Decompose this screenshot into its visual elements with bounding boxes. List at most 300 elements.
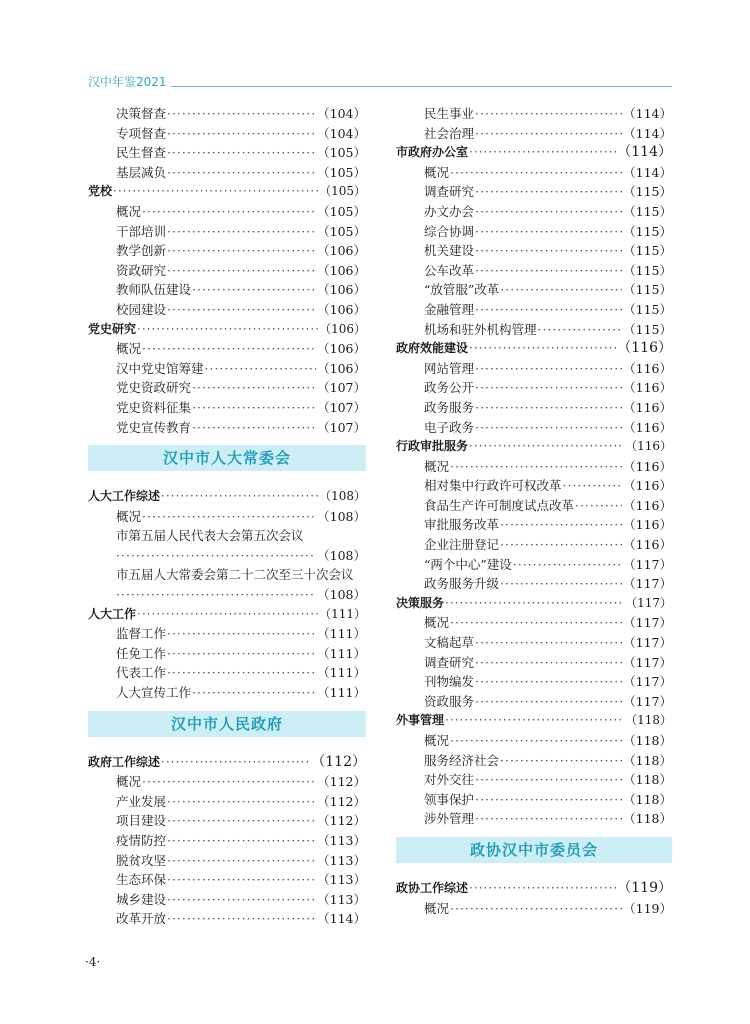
leader-dots xyxy=(538,320,623,340)
toc-page-number: （115） xyxy=(623,243,672,259)
toc-entry[interactable] xyxy=(396,300,672,320)
toc-entry-label: 疫情防控 xyxy=(116,833,167,848)
toc-entry-label: 概况 xyxy=(424,164,450,180)
toc-page-number: （117） xyxy=(623,674,672,690)
toc-page-number: （111） xyxy=(319,606,366,621)
leader-dots xyxy=(475,124,622,144)
section-banner: 政协汉中市委员会 xyxy=(396,837,672,863)
toc-entry[interactable] xyxy=(396,790,672,810)
toc-entry[interactable] xyxy=(88,300,366,320)
toc-entry[interactable] xyxy=(396,163,672,183)
toc-entry[interactable] xyxy=(396,378,672,398)
toc-entry-label: 党校 xyxy=(88,184,113,199)
toc-entry[interactable] xyxy=(396,515,672,535)
toc-entry-label: 文稿起草 xyxy=(424,635,475,651)
toc-entry[interactable] xyxy=(396,241,672,261)
leader-dots xyxy=(161,487,318,507)
toc-entry-label: 资政服务 xyxy=(424,693,475,709)
toc-page-number: （105） xyxy=(317,223,366,239)
leader-dots xyxy=(167,831,316,851)
toc-entry[interactable] xyxy=(396,280,672,300)
leader-dots xyxy=(475,378,622,398)
toc-entry[interactable] xyxy=(396,535,672,555)
toc-entry-label: 概况 xyxy=(424,458,450,474)
toc-page-number: （111） xyxy=(317,626,366,642)
leader-dots xyxy=(475,653,622,673)
leader-dots xyxy=(167,644,316,664)
toc-entry-label: 机场和驻外机构管理 xyxy=(424,321,537,337)
toc-entry[interactable] xyxy=(396,770,672,790)
toc-page-number: （115） xyxy=(623,184,672,200)
toc-page-number: （117） xyxy=(623,693,672,709)
toc-entry[interactable] xyxy=(88,526,366,565)
leader-dots xyxy=(167,870,316,890)
toc-entry-label: 城乡建设 xyxy=(116,891,167,907)
toc-heading-entry[interactable] xyxy=(88,487,366,507)
leader-dots xyxy=(475,241,622,261)
toc-entry-label: 监督工作 xyxy=(116,626,167,642)
toc-entry[interactable] xyxy=(88,772,366,792)
toc-entry-label: 政务公开 xyxy=(424,380,475,396)
toc-entry-label: 市第五届人民代表大会第五次会议 xyxy=(116,528,304,544)
toc-entry-label: 外事管理 xyxy=(396,713,445,728)
toc-page-number: （107） xyxy=(317,419,366,435)
toc-entry-label: 概况 xyxy=(116,341,142,357)
toc-page-number: （112） xyxy=(317,774,366,790)
toc-page-number: （116） xyxy=(623,478,672,494)
leader-dots xyxy=(469,437,624,457)
leader-dots xyxy=(475,202,622,222)
toc-entry-label: 政府工作综述 xyxy=(88,754,161,769)
toc-entry-label: 概况 xyxy=(116,774,142,790)
toc-page-number: （112） xyxy=(311,753,366,770)
leader-dots xyxy=(500,535,622,555)
toc-page-number: （117） xyxy=(625,595,672,610)
toc-entry-label: 办文办会 xyxy=(424,203,475,219)
toc-page-number: （116） xyxy=(623,497,672,513)
toc-entry[interactable] xyxy=(88,280,366,300)
toc-entry[interactable] xyxy=(396,574,672,594)
toc-entry-label: 产业发展 xyxy=(116,793,167,809)
toc-entry[interactable] xyxy=(88,339,366,359)
toc-entry[interactable] xyxy=(88,811,366,831)
toc-entry-label: 政府效能建设 xyxy=(396,341,469,356)
leader-dots xyxy=(167,890,316,910)
toc-page-number: （117） xyxy=(623,654,672,670)
leader-dots xyxy=(475,672,622,692)
leader-dots xyxy=(192,280,316,300)
toc-entry-label: 概况 xyxy=(424,615,450,631)
toc-entry-label: 公车改革 xyxy=(424,262,475,278)
toc-page-number: （105） xyxy=(319,184,366,199)
leader-dots xyxy=(116,546,316,566)
toc-entry-label: 概况 xyxy=(116,508,142,524)
toc-entry[interactable] xyxy=(396,692,672,712)
toc-entry-label: 涉外管理 xyxy=(424,811,475,827)
toc-entry[interactable] xyxy=(88,507,366,527)
toc-page-number: （106） xyxy=(317,301,366,317)
leader-dots xyxy=(475,418,622,438)
toc-page-number: （116） xyxy=(623,537,672,553)
toc-page-number: （114） xyxy=(623,106,672,121)
leader-dots xyxy=(500,280,622,300)
toc-entry-label: 社会治理 xyxy=(424,125,475,141)
leader-dots xyxy=(469,143,616,163)
toc-heading-entry[interactable] xyxy=(396,339,672,359)
toc-entry[interactable] xyxy=(396,398,672,418)
toc-entry-label: 教学创新 xyxy=(116,243,167,259)
toc-page-number: （116） xyxy=(623,399,672,415)
toc-entry-label: 政务服务 xyxy=(424,399,475,415)
toc-entry-label: 人大宣传工作 xyxy=(116,685,192,701)
leader-dots xyxy=(475,692,622,712)
toc-page-number: （113） xyxy=(317,833,366,848)
toc-page-number: （114） xyxy=(317,911,366,927)
running-header xyxy=(88,75,672,89)
toc-entry-label: 资政研究 xyxy=(116,262,167,278)
toc-entry-label: 专项督查 xyxy=(116,125,167,141)
leader-dots xyxy=(450,731,622,751)
toc-entry-label: 审批服务改革 xyxy=(424,517,500,533)
toc-entry-label: 概况 xyxy=(116,203,142,219)
toc-entry-label: 汉中党史馆筹建 xyxy=(116,360,204,376)
toc-entry-label: 生态环保 xyxy=(116,872,167,888)
toc-entry-label: 项目建设 xyxy=(116,813,167,829)
leader-dots xyxy=(475,809,622,829)
toc-entry[interactable] xyxy=(396,457,672,477)
toc-page-number: （112） xyxy=(317,793,366,809)
toc-page-number: （108） xyxy=(317,508,366,524)
leader-dots xyxy=(475,261,622,281)
leader-dots xyxy=(167,300,316,320)
toc-page-number: （116） xyxy=(623,419,672,435)
toc-entry[interactable] xyxy=(88,831,366,851)
leader-dots xyxy=(475,300,622,320)
toc-entry[interactable] xyxy=(396,633,672,653)
toc-entry-label: 改革开放 xyxy=(116,911,167,927)
leader-dots xyxy=(500,515,622,535)
toc-entry-label: 概况 xyxy=(424,733,450,748)
toc-page-number: （118） xyxy=(625,713,672,728)
toc-entry[interactable] xyxy=(396,359,672,379)
toc-entry[interactable] xyxy=(88,792,366,812)
toc-page-number: （117） xyxy=(623,576,672,592)
toc-page-number: （114） xyxy=(623,164,672,180)
leader-dots xyxy=(142,507,316,527)
leader-dots xyxy=(475,398,622,418)
leader-dots xyxy=(192,418,316,438)
leader-dots xyxy=(167,624,316,644)
toc-page-number: （118） xyxy=(623,811,672,827)
leader-dots xyxy=(475,104,622,124)
toc-entry[interactable] xyxy=(396,672,672,692)
toc-heading-entry[interactable] xyxy=(88,753,366,773)
leader-dots xyxy=(500,751,622,771)
toc-page-number: （119） xyxy=(617,879,672,896)
toc-entry[interactable] xyxy=(396,124,672,144)
toc-heading-entry[interactable] xyxy=(88,182,366,202)
toc-page-number: （116） xyxy=(623,360,672,376)
leader-dots xyxy=(167,124,316,144)
toc-page-number: （111） xyxy=(317,645,366,661)
leader-dots xyxy=(475,359,622,379)
leader-dots xyxy=(475,770,622,790)
toc-entry-label: 相对集中行政许可权改革 xyxy=(424,478,562,494)
toc-entry-label: 决策督查 xyxy=(116,106,167,121)
toc-entry[interactable] xyxy=(396,320,672,340)
toc-entry-label: 机关建设 xyxy=(424,243,475,259)
leader-dots xyxy=(475,790,622,810)
toc-entry[interactable] xyxy=(396,555,672,575)
toc-page-number: （106） xyxy=(317,341,366,357)
toc-page-number: （113） xyxy=(317,891,366,907)
toc-page-number: （118） xyxy=(623,733,672,748)
toc-entry-label: 人大工作综述 xyxy=(88,489,161,504)
toc-entry-label: 政务服务升级 xyxy=(424,576,500,592)
leader-dots xyxy=(192,378,316,398)
toc-page-number: （113） xyxy=(317,872,366,888)
toc-entry-label: 食品生产许可制度试点改革 xyxy=(424,497,575,513)
toc-entry[interactable] xyxy=(88,644,366,664)
leader-dots xyxy=(192,683,316,703)
toc-entry[interactable] xyxy=(396,496,672,516)
toc-page-number: （111） xyxy=(317,665,366,681)
toc-entry[interactable] xyxy=(88,359,366,379)
toc-entry-label: 企业注册登记 xyxy=(424,537,500,553)
toc-entry-label: 调查研究 xyxy=(424,184,475,200)
leader-dots xyxy=(469,879,616,899)
toc-entry-label: 基层减负 xyxy=(116,164,167,180)
toc-entry-label: 脱贫攻坚 xyxy=(116,852,167,868)
toc-entry-label: 校园建设 xyxy=(116,301,167,317)
toc-entry-label: 任免工作 xyxy=(116,645,167,661)
toc-heading-entry[interactable] xyxy=(88,605,366,625)
leader-dots xyxy=(205,359,317,379)
toc-page-number: （115） xyxy=(623,262,672,278)
toc-entry[interactable] xyxy=(88,143,366,163)
leader-dots xyxy=(167,163,316,183)
toc-entry[interactable] xyxy=(88,851,366,871)
toc-heading-entry[interactable] xyxy=(396,437,672,457)
leader-dots xyxy=(167,104,316,124)
toc-page-number: （106） xyxy=(319,321,366,336)
toc-page-number: （108） xyxy=(317,547,366,563)
toc-entry[interactable] xyxy=(396,104,672,124)
toc-entry-label: 概况 xyxy=(424,900,450,916)
toc-page-number: （104） xyxy=(317,125,366,141)
toc-entry-label: 金融管理 xyxy=(424,301,475,317)
toc-entry[interactable] xyxy=(88,163,366,183)
leader-dots xyxy=(137,320,318,340)
leader-dots xyxy=(475,633,622,653)
toc-page-number: （115） xyxy=(623,223,672,239)
leader-dots xyxy=(167,261,316,281)
toc-page-number: （111） xyxy=(317,685,366,701)
leader-dots xyxy=(142,202,316,222)
page-number: ·4· xyxy=(85,955,101,969)
section-banner: 汉中市人民政府 xyxy=(88,711,366,737)
toc-entry[interactable] xyxy=(88,909,366,929)
leader-dots xyxy=(142,772,316,792)
toc-page-number: （105） xyxy=(317,203,366,219)
leader-dots xyxy=(161,753,310,773)
toc-entry-label: 服务经济社会 xyxy=(424,752,500,768)
toc-page-number: （106） xyxy=(317,282,366,298)
toc-entry-label: 民生督查 xyxy=(116,145,167,161)
leader-dots xyxy=(475,182,622,202)
toc-entry[interactable] xyxy=(88,124,366,144)
toc-entry-label: 人大工作 xyxy=(88,606,137,621)
toc-entry-label: 领事保护 xyxy=(424,791,475,807)
toc-entry[interactable] xyxy=(396,202,672,222)
toc-entry[interactable] xyxy=(396,613,672,633)
leader-dots xyxy=(137,605,318,625)
toc-page-number: （106） xyxy=(317,243,366,259)
toc-page-number: （107） xyxy=(317,380,366,396)
toc-entry-label: “放管服”改革 xyxy=(424,282,500,298)
toc-entry[interactable] xyxy=(396,899,672,919)
toc-entry[interactable] xyxy=(396,182,672,202)
toc-entry-label: 党史资政研究 xyxy=(116,380,192,396)
toc-entry[interactable] xyxy=(88,624,366,644)
toc-page-number: （112） xyxy=(317,813,366,829)
toc-page-number: （115） xyxy=(623,301,672,317)
toc-heading-entry[interactable] xyxy=(396,879,672,899)
toc-entry-label: 干部培训 xyxy=(116,223,167,239)
toc-page-number: （105） xyxy=(317,145,366,161)
leader-dots xyxy=(513,555,622,575)
toc-entry-label: 电子政务 xyxy=(424,419,475,435)
leader-dots xyxy=(500,574,622,594)
toc-page-number: （116） xyxy=(623,458,672,474)
toc-entry[interactable] xyxy=(88,202,366,222)
leader-dots xyxy=(116,585,316,605)
toc-heading-entry[interactable] xyxy=(396,143,672,163)
toc-page-number: （117） xyxy=(623,556,672,572)
leader-dots xyxy=(167,663,316,683)
toc-entry[interactable] xyxy=(88,418,366,438)
toc-page-number: （114） xyxy=(623,125,672,141)
toc-page-number: （108） xyxy=(317,587,366,603)
leader-dots xyxy=(445,711,624,731)
toc-entry-label: 教师队伍建设 xyxy=(116,282,192,298)
leader-dots xyxy=(575,496,622,516)
leader-dots xyxy=(167,792,316,812)
toc-entry-label: 代表工作 xyxy=(116,665,167,681)
leader-dots xyxy=(113,182,318,202)
leader-dots xyxy=(450,899,622,919)
toc-page-number: （116） xyxy=(625,439,672,454)
leader-dots xyxy=(450,457,622,477)
leader-dots xyxy=(167,143,316,163)
toc-entry[interactable] xyxy=(396,731,672,751)
leader-dots xyxy=(167,811,316,831)
toc-entry[interactable] xyxy=(88,565,366,604)
toc-page-number: （119） xyxy=(623,900,672,916)
toc-page-number: （104） xyxy=(317,106,366,121)
leader-dots xyxy=(167,851,316,871)
toc-entry-label: 政协工作综述 xyxy=(396,880,469,895)
toc-entry-label: 党史宣传教育 xyxy=(116,419,192,435)
leader-dots xyxy=(450,163,622,183)
toc-page-number: （116） xyxy=(617,340,672,357)
toc-entry[interactable] xyxy=(88,663,366,683)
toc-entry-label: 综合协调 xyxy=(424,223,475,239)
toc-page-number: （106） xyxy=(317,262,366,278)
toc-entry-label: 决策服务 xyxy=(396,595,445,610)
toc-entry[interactable] xyxy=(396,261,672,281)
toc-page-number: （115） xyxy=(623,282,672,298)
leader-dots xyxy=(563,476,623,496)
toc-page-number: （117） xyxy=(623,615,672,631)
toc-entry-label: 市五届人大常委会第二十二次至三十次会议 xyxy=(116,567,354,583)
toc-heading-entry[interactable] xyxy=(396,711,672,731)
toc-entry[interactable] xyxy=(396,751,672,771)
toc-entry[interactable] xyxy=(88,222,366,242)
toc-entry[interactable] xyxy=(88,261,366,281)
toc-entry[interactable] xyxy=(88,398,366,418)
toc-entry-label: 党史资料征集 xyxy=(116,399,192,415)
header-title: 汉中年鉴2021 xyxy=(88,75,171,89)
toc-page-number: （108） xyxy=(319,489,366,504)
leader-dots xyxy=(475,222,622,242)
toc-page-number: （115） xyxy=(623,203,672,219)
toc-page-number: （107） xyxy=(317,399,366,415)
toc-entry[interactable] xyxy=(88,378,366,398)
toc-entry[interactable] xyxy=(88,683,366,703)
toc-entry-label: 对外交往 xyxy=(424,772,475,788)
toc-entry[interactable] xyxy=(88,890,366,910)
leader-dots xyxy=(469,339,616,359)
toc-entry-label: 调查研究 xyxy=(424,654,475,670)
toc-page-number: （116） xyxy=(623,380,672,396)
toc-entry[interactable] xyxy=(88,241,366,261)
toc-heading-entry[interactable] xyxy=(88,320,366,340)
header-rule xyxy=(88,86,672,87)
toc-entry-label: 党史研究 xyxy=(88,321,137,336)
toc-page-number: （117） xyxy=(623,635,672,651)
leader-dots xyxy=(192,398,316,418)
toc-entry-label: 行政审批服务 xyxy=(396,439,469,454)
leader-dots xyxy=(167,241,316,261)
leader-dots xyxy=(167,909,316,929)
toc-entry[interactable] xyxy=(88,870,366,890)
section-banner: 汉中市人大常委会 xyxy=(88,445,366,471)
toc-entry-label: “两个中心”建设 xyxy=(424,556,512,572)
toc-page-number: （116） xyxy=(623,517,672,533)
toc-page-number: （118） xyxy=(623,772,672,788)
toc-heading-entry[interactable] xyxy=(396,594,672,614)
toc-entry[interactable] xyxy=(88,104,366,124)
toc-entry[interactable] xyxy=(396,418,672,438)
toc-entry[interactable] xyxy=(396,653,672,673)
leader-dots xyxy=(445,594,624,614)
toc-right-column xyxy=(396,104,672,918)
toc-left-column xyxy=(88,104,366,929)
leader-dots xyxy=(167,222,316,242)
toc-page-number: （113） xyxy=(317,852,366,868)
toc-entry[interactable] xyxy=(396,222,672,242)
toc-page-number: （114） xyxy=(617,144,672,161)
toc-page-number: （115） xyxy=(623,321,672,337)
toc-entry[interactable] xyxy=(396,476,672,496)
toc-entry[interactable] xyxy=(396,809,672,829)
toc-entry-label: 刊物编发 xyxy=(424,674,475,690)
toc-entry-label: 市政府办公室 xyxy=(396,145,469,160)
leader-dots xyxy=(142,339,316,359)
toc-page-number: （118） xyxy=(623,752,672,768)
toc-page-number: （118） xyxy=(623,791,672,807)
